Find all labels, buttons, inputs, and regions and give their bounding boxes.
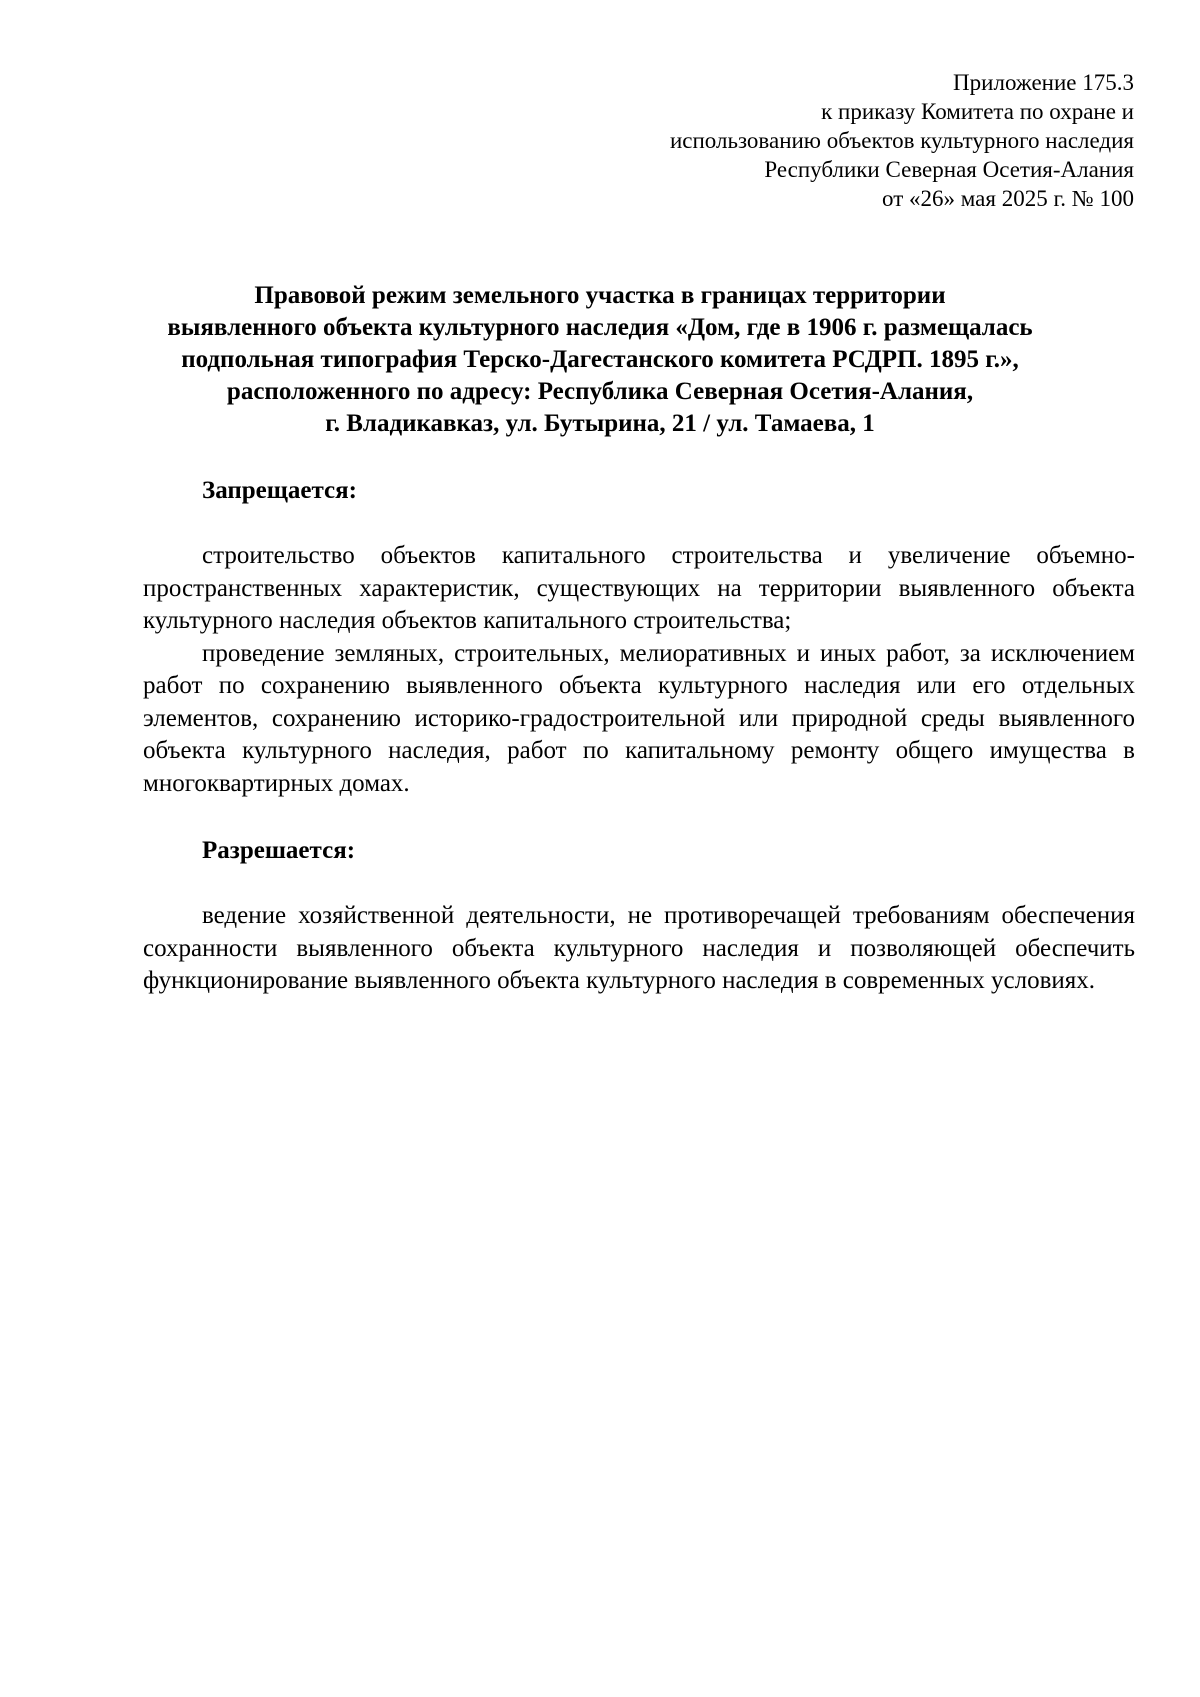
forbidden-section-heading-wrap <box>143 476 1135 506</box>
forbidden-section-body <box>143 540 1135 800</box>
title-line: г. Владикавказ, ул. Бутырина, 21 / ул. Тамаева, 1 <box>325 410 875 437</box>
title-line: Правовой режим земельного участка в границах территории <box>254 282 946 309</box>
appendix-republic: Республики Северная Осетия-Алания <box>764 157 1134 182</box>
title-line: подпольная типография Терско-Дагестанского комитета РСДРП. 1895 г.», <box>181 346 1019 373</box>
allowed-section-body <box>143 900 1135 998</box>
title-line: выявленного объекта культурного наследия «Дом, где в 1906 г. размещалась <box>167 314 1033 341</box>
title-line: расположенного по адресу: Республика Северная Осетия-Алания, <box>226 378 974 405</box>
appendix-date: от «26» мая 2025 г. № 100 <box>882 186 1134 211</box>
allowed-heading: Разрешается: <box>202 837 356 864</box>
appendix-header <box>670 68 1134 213</box>
appendix-number: Приложение 175.3 <box>953 70 1134 95</box>
forbidden-paragraph: строительство объектов капитального строительства и увеличение объемно-пространственных характеристик, существующих на территории выявленного объекта культурного наследия объектов капитального строительства; <box>143 542 1135 634</box>
forbidden-paragraph: проведение земляных, строительных, мелиоративных и иных работ, за исключением работ по сохранению выявленного объекта культурного наследия или его отдельных элементов, сохранению историко-градостроительной или природной среды выявленного объекта культурного наследия, работ по капитальному ремонту общего имущества в многоквартирных домах. <box>143 639 1135 797</box>
document-title <box>130 280 1070 440</box>
appendix-order-ref: к приказу Комитета по охране и <box>821 99 1134 124</box>
appendix-committee: использованию объектов культурного наследия <box>669 128 1134 153</box>
forbidden-heading: Запрещается: <box>202 477 358 504</box>
allowed-paragraph: ведение хозяйственной деятельности, не противоречащей требованиям обеспечения сохранности выявленного объекта культурного наследия и позволяющей обеспечить функционирование выявленного объекта культурного наследия в современных условиях. <box>143 902 1135 994</box>
allowed-section-heading-wrap <box>143 836 1135 866</box>
